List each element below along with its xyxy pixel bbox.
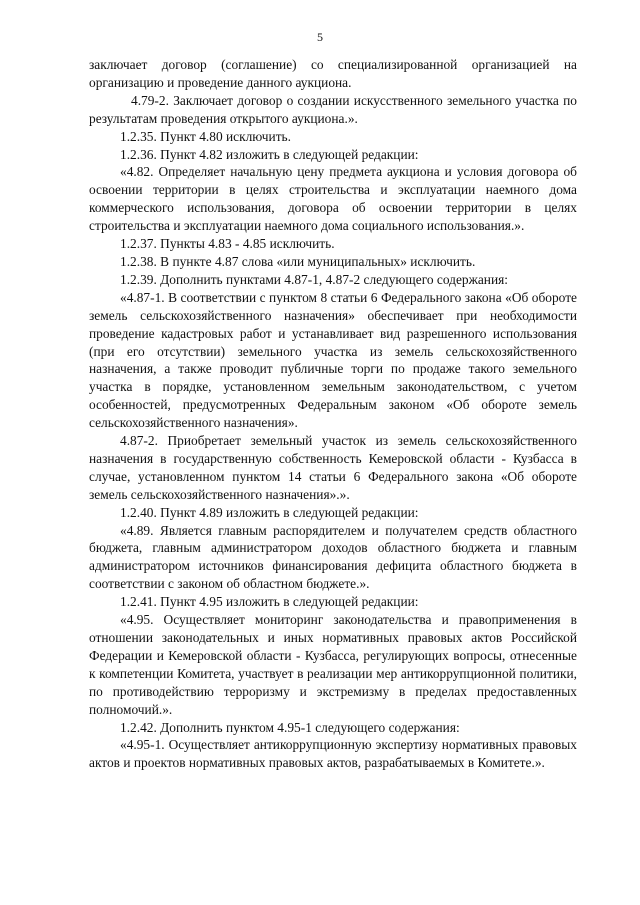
paragraph-1-2-40: 1.2.40. Пункт 4.89 изложить в следующей редакции: [120,504,419,520]
paragraph-4-87-2-text: 4.87-2. Приобретает земельный участок из земель сельскохозяйственного назначения в государственную собственность Кемеровской области - Кузбасса в случае, установленном пунктом 14 статьи 6 Федерального закона «Об обороте земель сельскохозяйственного назначения».». [89,433,577,502]
paragraph-4-95-1-text: «4.95-1. Осуществляет антикоррупционную экспертизу нормативных правовых актов и проектов нормативных правовых актов, разрабатываемых в Комитете.». [89,737,577,771]
paragraph-4-79-2: 4.79-2. Заключает договор о создании искусственного земельного участка по результатам проведения открытого аукциона.». [89,92,577,126]
document-body [89,56,577,772]
paragraph-4-82-text: «4.82. Определяет начальную цену предмета аукциона и условия договора об освоении территории в целях строительства и эксплуатации наемного дома коммерческого использования, договора об освоении территории в целях строительства и эксплуатации наемного дома социального использования.». [89,164,577,234]
paragraph-1-2-36: 1.2.36. Пункт 4.82 изложить в следующей редакции: [120,146,419,162]
paragraph-1-2-39: 1.2.39. Дополнить пунктами 4.87-1, 4.87-2 следующего содержания: [120,271,509,287]
paragraph-1-2-38: 1.2.38. В пункте 4.87 слова «или муниципальных» исключить. [120,253,476,269]
paragraph-4-95-text: «4.95. Осуществляет мониторинг законодательства и правоприменения в отношении законодательных и иных нормативных правовых актов Российской Федерации и Кемеровской области - Кузбасса, регулирующих вопросы, отнесенные к компетенции Комитета, участвует в реализации мер антикоррупционной политики, по противодействию терроризму и экстремизму в пределах предоставленных полномочий.». [89,612,577,717]
page-number: 5 [317,30,323,44]
paragraph-4-89-text: «4.89. Является главным распорядителем и получателем средств областного бюджета, главным администратором доходов областного бюджета и главным администратором источников финансирования дефицита областного бюджета в соответствии с законом об областном бюджете.». [89,522,577,592]
paragraph-1-2-42: 1.2.42. Дополнить пунктом 4.95-1 следующего содержания: [120,719,460,735]
paragraph-1-2-37: 1.2.37. Пункты 4.83 - 4.85 исключить. [120,236,335,252]
paragraph-4-87-1-text: «4.87-1. В соответствии с пунктом 8 статьи 6 Федерального закона «Об обороте земель сельскохозяйственного назначения» обеспечивает при необходимости проведение кадастровых работ и устанавливает вид разрешенного использования (при его отсутствии) земельного участка из земель сельскохозяйственного назначения, а также проводит публичные торги по продаже такого земельного участка в порядке, установленном земельным законодательством, с учетом особенностей, предусмотренных Федеральным законом «Об обороте земель сельскохозяйственного назначения». [89,289,577,431]
paragraph-1-2-41: 1.2.41. Пункт 4.95 изложить в следующей редакции: [120,594,419,610]
paragraph-continuation: заключает договор (соглашение) со специализированной организацией на организацию и проведение данного аукциона. [89,57,577,90]
paragraph-1-2-35: 1.2.35. Пункт 4.80 исключить. [120,128,292,144]
